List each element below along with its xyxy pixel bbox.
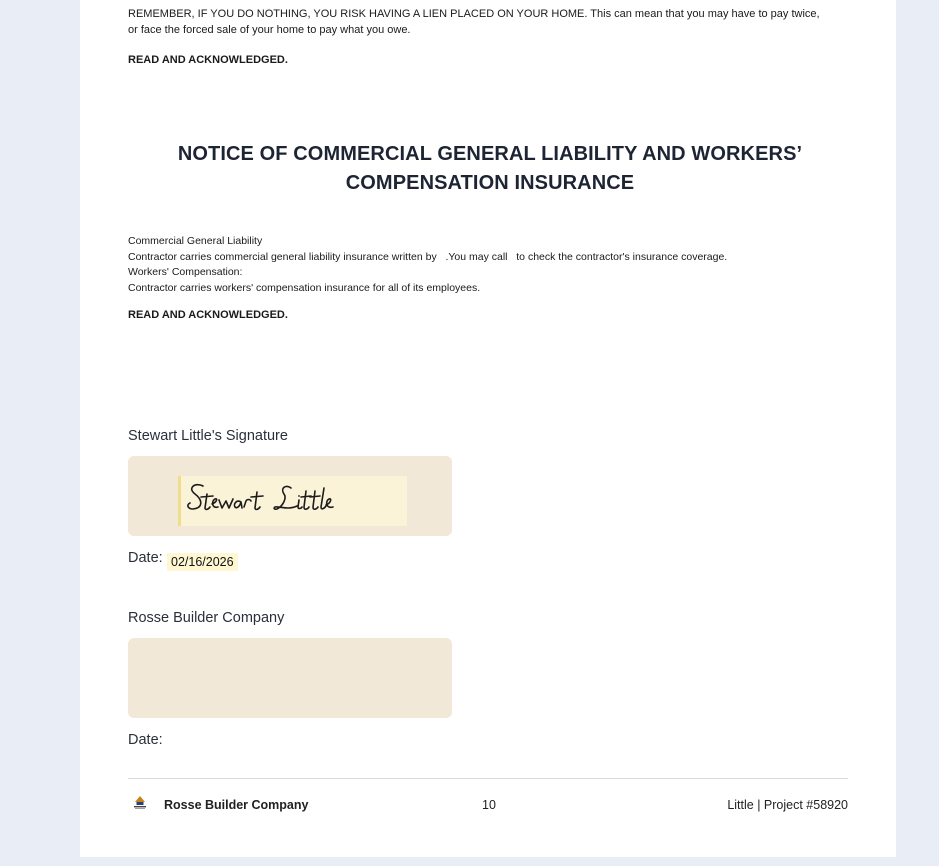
signature-field[interactable] [178,476,407,526]
cgl-text: Contractor carries commercial general liability insurance written by .You may call to check the contractor's insurance coverage. [128,250,728,263]
lien-warning [128,6,852,38]
homeowner-date-value: 02/16/2026 [167,553,238,571]
notice-title-line1: NOTICE OF COMMERCIAL GENERAL LIABILITY AND WORKERS’ [177,143,803,165]
homeowner-signature-box[interactable] [128,456,452,536]
ack-read-acknowledged-1: READ AND ACKNOWLEDGED. [128,54,288,66]
contractor-date-label: Date: [128,732,163,748]
homeowner-signature-label: Stewart Little's Signature [128,428,288,444]
footer-company-name: Rosse Builder Company [164,798,309,812]
notice-title-line2: COMPENSATION INSURANCE [345,172,635,194]
footer-divider [128,778,848,779]
footer-project-label: Little | Project #58920 [727,798,848,812]
footer-page-number: 10 [482,798,496,812]
ack-read-acknowledged-2: READ AND ACKNOWLEDGED. [128,309,288,321]
wc-heading: Workers' Compensation: [128,266,243,278]
insurance-section [128,234,852,296]
company-logo-icon [132,792,148,810]
notice-title [150,140,830,198]
cgl-heading: Commercial General Liability [128,235,263,247]
signature-image [181,476,407,526]
contractor-signature-label: Rosse Builder Company [128,610,285,626]
lien-warning-line2: or face the forced sale of your home to pay what you owe. [128,24,411,36]
document-page [80,0,896,857]
lien-warning-line1: REMEMBER, IF YOU DO NOTHING, YOU RISK HAVING A LIEN PLACED ON YOUR HOME. This can mean that you may have to pay twice, [128,8,820,20]
wc-text: Contractor carries workers' compensation insurance for all of its employees. [128,281,481,294]
contractor-signature-box[interactable] [128,638,452,718]
homeowner-date-label: Date: [128,550,163,566]
